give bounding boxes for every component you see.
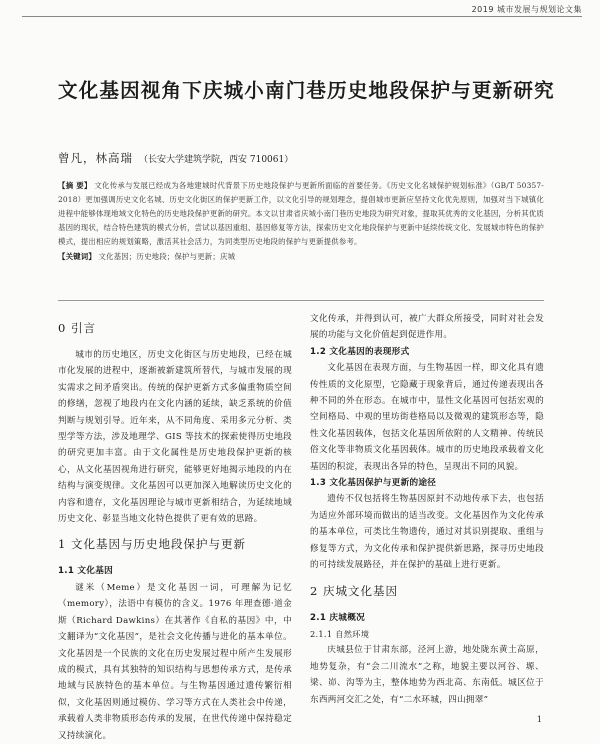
- abstract-label: 【摘 要】: [58, 181, 92, 190]
- keywords-text: 文化基因；历史地段；保护与更新；庆城: [98, 252, 236, 261]
- paragraph-1-3: 遗传不仅包括将生物基因原封不动地传承下去，也包括为适应外部环境而做出的适当改变。文化基因作为文化传承的基本单位，可类比生物遗传，通过对其识别提取、重组与修复等方式，为文化传承和保护提供新思路，探寻历史地段的可持续发展路径，并在保护的基础上进行更新。: [310, 494, 544, 571]
- section-heading-intro: 0 引言: [58, 321, 96, 335]
- page-number: 1: [536, 715, 542, 724]
- intro-paragraph: 城市的历史地区，历史文化街区与历史地段，已经在城市化发展的进程中，逐渐被新建筑所替代，与城市发展的现实需求之间矛盾突出。传统的保护更新方式多偏重物质空间的修缮，忽视了地段内在文化内涵的延续，缺乏系统的价值判断与规划引导。近年来，从不同角度、采用多元分析、类型学等方法，涉及地理学、GIS 等技术的探索使得历史地段的研究更加丰富。由于文化属性是历史地段保护更新的核心，从文化基因视角进行研究，能够更好地揭示地段的内在结构与演变规律。文化基因可以更加深入地解读历史文化的内容和遗存，文化基因理论与城市更新相结合，为延续地域历史文化、彰显当地文化特色提供了更有效的思路。: [58, 350, 292, 525]
- right-column: [310, 311, 544, 708]
- subsubsection-heading-2-1-1: 2.1.1 自然环境: [310, 628, 370, 639]
- running-header: 2019 城市发展与规划论文集: [471, 5, 582, 14]
- abstract-text: 文化传承与发展已经成为各地建城时代背景下历史地段保护与更新所面临的首要任务。《历史文化名城保护规划标准》（GB/T 50357-2018）更加强调历史文化名城、历史文化街区的保护更新工作，以文化引导的规划理念，提倡城市更新应坚持文化优先原则，加强对当下城镇化进程中能够体现地域文化特色的历史地段保护更新的研究。本文以甘肃省庆城小南门巷历史地段为研究对象，提取其优秀的文化基因，分析其优质基因的现状，结合特色建筑的模式分析，尝试以基因重组、基因修复等方法，探索历史文化地段保护与更新中延续传统文化、发展城市特色的保护模式，提出相应的规划策略，激活其社会活力，为同类型历史地段的保护与更新提供参考。: [58, 181, 544, 246]
- subsection-heading-1-3: 1.3 文化基因保护与更新的途径: [310, 478, 437, 489]
- subsection-heading-1-2: 1.2 文化基因的表现形式: [310, 346, 410, 357]
- subsection-heading-2-1: 2.1 庆城概况: [310, 612, 365, 623]
- keywords-label: 【关键词】: [58, 252, 96, 261]
- author-affiliation: （长安大学建筑学院，西安 710061）: [139, 155, 294, 165]
- abstract-block: [58, 179, 544, 264]
- paragraph-2-1-1: 庆城县位于甘肃东部，泾河上游，地处陇东黄土高原，地势复杂，有“会二川流水”之称，地貌主要以河谷、塬、梁、峁、沟等为主，整体地势为西北高、东南低。城区位于东西两河交汇之处，有“二水环城，四山拥翠”: [310, 645, 544, 705]
- section-heading-1: 1 文化基因与历史地段保护与更新: [58, 537, 246, 552]
- paragraph-1-1: 谜米（Meme）是文化基因一词，可理解为记忆（memory），法语中有模仿的含义。1976 年理查德·道金斯（Richard Dawkins）在其著作《自私的基因》中，中文翻译为“文化基因”，是社会文化传播与进化的基本单位。文化基因是一个民族的文化在历史发展过程中所产生发展形成的模式，具有其独特的知识结构与思想传承方式，是传承地域与民族特色的基本单位。与生物基因通过遗传繁衍相似，文化基因则通过模仿、学习等方式在人类社会中传递，承载着人类非物质形态传承的发展，在世代传递中保持稳定又持续演化。: [58, 582, 292, 741]
- subsection-heading-1-1: 1.1 文化基因: [58, 566, 113, 577]
- keywords-line: [58, 250, 544, 264]
- paragraph-continued: 文化传承，并得到认可，被广大群众所接受，同时对社会发展的功能与文化价值起到促进作用。: [310, 314, 544, 341]
- header-rule: [22, 16, 582, 17]
- author-line: [58, 150, 293, 166]
- paper-title: 文化基因视角下庆城小南门巷历史地段保护与更新研究: [58, 79, 555, 102]
- section-heading-2: 2 庆城文化基因: [310, 583, 398, 598]
- abstract-divider: [58, 300, 544, 301]
- left-column: [58, 311, 292, 744]
- author-names: 曾凡，林高瑞: [58, 151, 133, 165]
- paragraph-1-2: 文化基因在表现方面，与生物基因一样，即文化具有遗传性质的文化原型，它隐藏于现象背后，通过传递表现出各种不同的外在形态。在城市中，显性文化基因可包括宏观的空间格局、中观的里坊街巷格局以及微观的建筑形态等，隐性文化基因载体，包括文化基因所依附的人文精神、传统民俗文化等非物质文化基因载体。城市的历史地段承载着文化基因的积淀，表现出各异的特色，呈现出不同的风貌。: [310, 363, 544, 472]
